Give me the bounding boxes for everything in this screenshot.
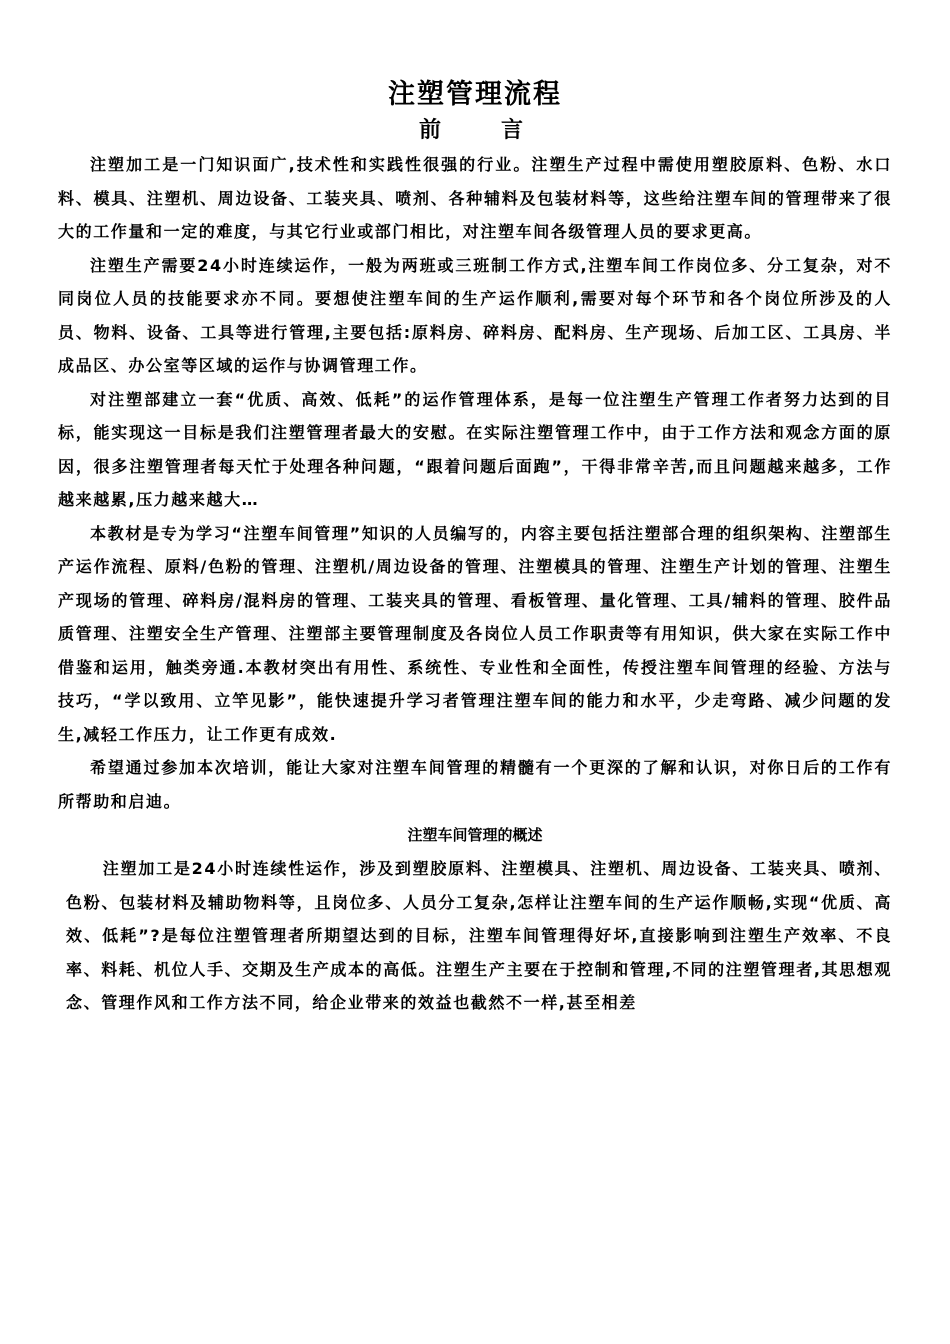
preface-paragraph-4: 本教材是专为学习“注塑车间管理”知识的人员编写的，内容主要包括注塑部合理的组织架构、注塑部生产运作流程、原料/色粉的管理、注塑机/周边设备的管理、注塑模具的管理、注塑生产计划的管理、注塑生产现场的管理、碎料房/混料房的管理、工装夹具的管理、看板管理、量化管理、工具/辅料的管理、胶件品质管理、注塑安全生产管理、注塑部主要管理制度及各岗位人员工作职责等有用知识，供大家在实际工作中借鉴和运用，触类旁通.本教材突出有用性、系统性、专业性和全面性，传授注塑车间管理的经验、方法与技巧，“学以致用、立竿见影”，能快速提升学习者管理注塑车间的能力和水平，少走弯路、减少问题的发生,减轻工作压力，让工作更有成效. bbox=[58, 523, 892, 744]
overview-heading: 注塑车间管理的概述 bbox=[407, 826, 543, 844]
preface-paragraph-2: 注塑生产需要24小时连续运作，一般为两班或三班制工作方式,注塑车间工作岗位多、分工复杂，对不同岗位人员的技能要求亦不同。要想使注塑车间的生产运作顺利,需要对每个环节和各个岗位所涉及的人员、物料、设备、工具等进行管理,主要包括:原料房、碎料房、配料房、生产现场、后加工区、工具房、半成品区、办公室等区域的运作与协调管理工作。 bbox=[58, 255, 892, 375]
document-page bbox=[58, 70, 892, 1020]
preface-heading: 前言 bbox=[418, 118, 583, 143]
preface-paragraph-1: 注塑加工是一门知识面广,技术性和实践性很强的行业。注塑生产过程中需使用塑胶原料、色粉、水口料、模具、注塑机、周边设备、工装夹具、喷剂、各种辅料及包装材料等，这些给注塑车间的管理带来了很大的工作量和一定的难度，与其它行业或部门相比，对注塑车间各级管理人员的要求更高。 bbox=[58, 155, 892, 241]
preface-paragraph-5: 希望通过参加本次培训，能让大家对注塑车间管理的精髓有一个更深的了解和认识，对你日后的工作有所帮助和启迪。 bbox=[58, 758, 892, 811]
document-title: 注塑管理流程 bbox=[388, 79, 562, 110]
overview-paragraph: 注塑加工是24小时连续性运作，涉及到塑胶原料、注塑模具、注塑机、周边设备、工装夹具、喷剂、色粉、包装材料及辅助物料等，且岗位多、人员分工复杂,怎样让注塑车间的生产运作顺畅,实现“优质、高效、低耗”?是每位注塑管理者所期望达到的目标，注塑车间管理得好坏,直接影响到注塑生产效率、不良率、料耗、机位人手、交期及生产成本的高低。注塑生产主要在于控制和管理,不同的注塑管理者,其思想观念、管理作风和工作方法不同，给企业带来的效益也截然不一样,甚至相差 bbox=[66, 859, 892, 1012]
preface-paragraph-3: 对注塑部建立一套“优质、高效、低耗”的运作管理体系，是每一位注塑生产管理工作者努力达到的目标，能实现这一目标是我们注塑管理者最大的安慰。在实际注塑管理工作中，由于工作方法和观念方面的原因，很多注塑管理者每天忙于处理各种问题，“跟着问题后面跑”，干得非常辛苦,而且问题越来越多，工作越来越累,压力越来越大… bbox=[58, 389, 892, 509]
